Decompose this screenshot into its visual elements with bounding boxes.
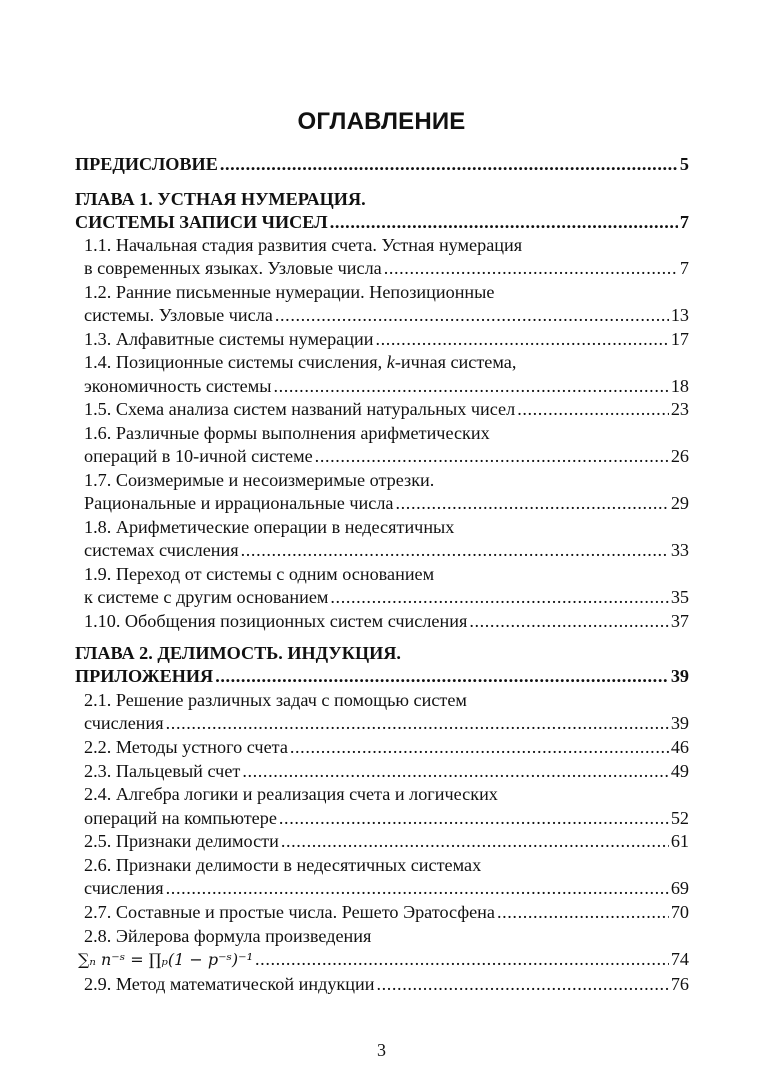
toc-entry-1-2-line1: 1.2. Ранние письменные нумерации. Непозиционные [84,282,495,302]
toc-page-number: 7 [679,212,689,232]
toc-entry-label: 2.3. Пальцевый счет [84,761,241,781]
toc-entry-label: к системе с другим основанием [84,587,329,607]
toc-entry-label: экономичность системы [84,376,272,396]
toc-entry-1-10[interactable] [84,610,689,632]
dot-leader [273,375,668,397]
toc-entry-1-8[interactable] [84,539,689,561]
toc-entry-label: счисления [84,878,164,898]
toc-entry-2-4[interactable] [84,807,689,829]
dot-leader [375,328,668,350]
toc-page-number: 5 [679,154,689,174]
toc-entry-2-3[interactable] [84,760,689,782]
toc-chapter-1-heading: ГЛАВА 1. УСТНАЯ НУМЕРАЦИЯ. [75,189,366,209]
toc-entry-label: 2.7. Составные и простые числа. Решето Эратосфена [84,902,495,922]
k-variable: k [386,352,395,372]
toc-page-number: 35 [670,587,689,607]
dot-leader [241,539,669,561]
toc-page-number: 7 [679,258,689,278]
toc-entry-1-9[interactable] [84,586,689,608]
toc-entry-label: 1.10. Обобщения позиционных систем счисления [84,611,468,631]
toc-page-number: 13 [670,305,689,325]
page-title: ОГЛАВЛЕНИЕ [297,108,466,135]
dot-leader [255,948,669,970]
toc-page-number: 18 [670,376,689,396]
toc-entry-label: СИСТЕМЫ ЗАПИСИ ЧИСЕЛ [75,212,328,232]
toc-entry-2-6[interactable] [84,877,689,899]
toc-entry-label: ПРЕДИСЛОВИЕ [75,154,218,174]
toc-entry-1-9-line1: 1.9. Переход от системы с одним основанием [84,564,435,584]
dot-leader [330,586,668,608]
toc-page-number: 39 [670,713,689,733]
toc-entry-label: в современных языках. Узловые числа [84,258,382,278]
toc-page-number: 39 [670,666,689,686]
toc-entry-1-4-line1 [84,351,516,373]
dot-leader [396,492,669,514]
toc-entry-label: 2.5. Признаки делимости [84,831,279,851]
dot-leader [376,973,668,995]
dot-leader [497,901,669,923]
dot-leader [275,304,669,326]
toc-entry-preface[interactable] [75,153,689,175]
toc-page-number: 37 [670,611,689,631]
toc-entry-1-5[interactable] [84,398,689,420]
euler-product-formula: ∑ₙ n⁻ˢ = ∏ₚ(1 − p⁻ˢ)⁻¹ [78,950,254,969]
toc-page-number: 74 [670,949,689,969]
toc-entry-label: счисления [84,713,164,733]
toc-entry-1-2[interactable] [84,304,689,326]
toc-entry-2-8[interactable] [78,948,689,971]
toc-entry-2-5[interactable] [84,830,689,852]
dot-leader [220,153,678,175]
toc-entry-1-4[interactable] [84,375,689,397]
dot-leader [290,736,669,758]
toc-page-number: 26 [670,446,689,466]
toc-entry-2-7[interactable] [84,901,689,923]
toc-page-number: 29 [670,493,689,513]
toc-text: 1.4. Позиционные системы счисления, [84,352,387,372]
toc-entry-2-8-line1: 2.8. Эйлерова формула произведения [84,926,372,946]
toc-entry-1-6[interactable] [84,445,689,467]
toc-entry-1-1[interactable] [84,257,689,279]
toc-entry-1-7-line1: 1.7. Соизмеримые и несоизмеримые отрезки. [84,470,435,490]
toc-chapter-2-heading: ГЛАВА 2. ДЕЛИМОСТЬ. ИНДУКЦИЯ. [75,643,401,663]
toc-entry-label: 1.5. Схема анализа систем названий натуральных чисел [84,399,516,419]
toc-page-number: 23 [670,399,689,419]
dot-leader [215,665,669,687]
toc-page-number: 61 [670,831,689,851]
toc-entry-label: Рациональные и иррациональные числа [84,493,394,513]
dot-leader [166,877,669,899]
toc-entry-label: 1.3. Алфавитные системы нумерации [84,329,374,349]
toc-entry-label: системы. Узловые числа [84,305,273,325]
toc-entry-2-2[interactable] [84,736,689,758]
toc-entry-1-1-line1: 1.1. Начальная стадия развития счета. Устная нумерация [84,235,523,255]
toc-entry-label: 2.9. Метод математической индукции [84,974,375,994]
dot-leader [166,712,669,734]
toc-entry-2-4-line1: 2.4. Алгебра логики и реализация счета и логических [84,784,498,804]
toc-entry-label: 2.2. Методы устного счета [84,737,288,757]
dot-leader [384,257,678,279]
toc-entry-chapter-2[interactable] [75,665,689,687]
dot-leader [315,445,669,467]
dot-leader [330,211,678,233]
toc-page-number: 52 [670,808,689,828]
dot-leader [242,760,668,782]
dot-leader [281,830,669,852]
toc-entry-2-1[interactable] [84,712,689,734]
toc-entry-2-6-line1: 2.6. Признаки делимости в недесятичных системах [84,855,482,875]
dot-leader [469,610,668,632]
toc-page-number: 76 [670,974,689,994]
toc-entry-1-6-line1: 1.6. Различные формы выполнения арифметических [84,423,490,443]
toc-entry-2-1-line1: 2.1. Решение различных задач с помощью систем [84,690,467,710]
toc-entry-label: операций на компьютере [84,808,277,828]
toc-page-number: 70 [670,902,689,922]
toc-entry-1-3[interactable] [84,328,689,350]
dot-leader [517,398,669,420]
toc-text: -ичная система, [394,352,517,372]
toc-page-number: 33 [670,540,689,560]
toc-entry-label: системах счисления [84,540,239,560]
page-number: 3 [377,1040,386,1060]
toc-page-number: 49 [670,761,689,781]
toc-entry-1-8-line1: 1.8. Арифметические операции в недесятичных [84,517,455,537]
toc-page-number: 46 [670,737,689,757]
toc-entry-label: ПРИЛОЖЕНИЯ [75,666,214,686]
toc-entry-1-7[interactable] [84,492,689,514]
toc-page-number: 17 [670,329,689,349]
toc-page-number: 69 [670,878,689,898]
dot-leader [279,807,669,829]
toc-entry-chapter-1[interactable] [75,211,689,233]
toc-entry-2-9[interactable] [84,973,689,995]
toc-entry-label: операций в 10-ичной системе [84,446,313,466]
